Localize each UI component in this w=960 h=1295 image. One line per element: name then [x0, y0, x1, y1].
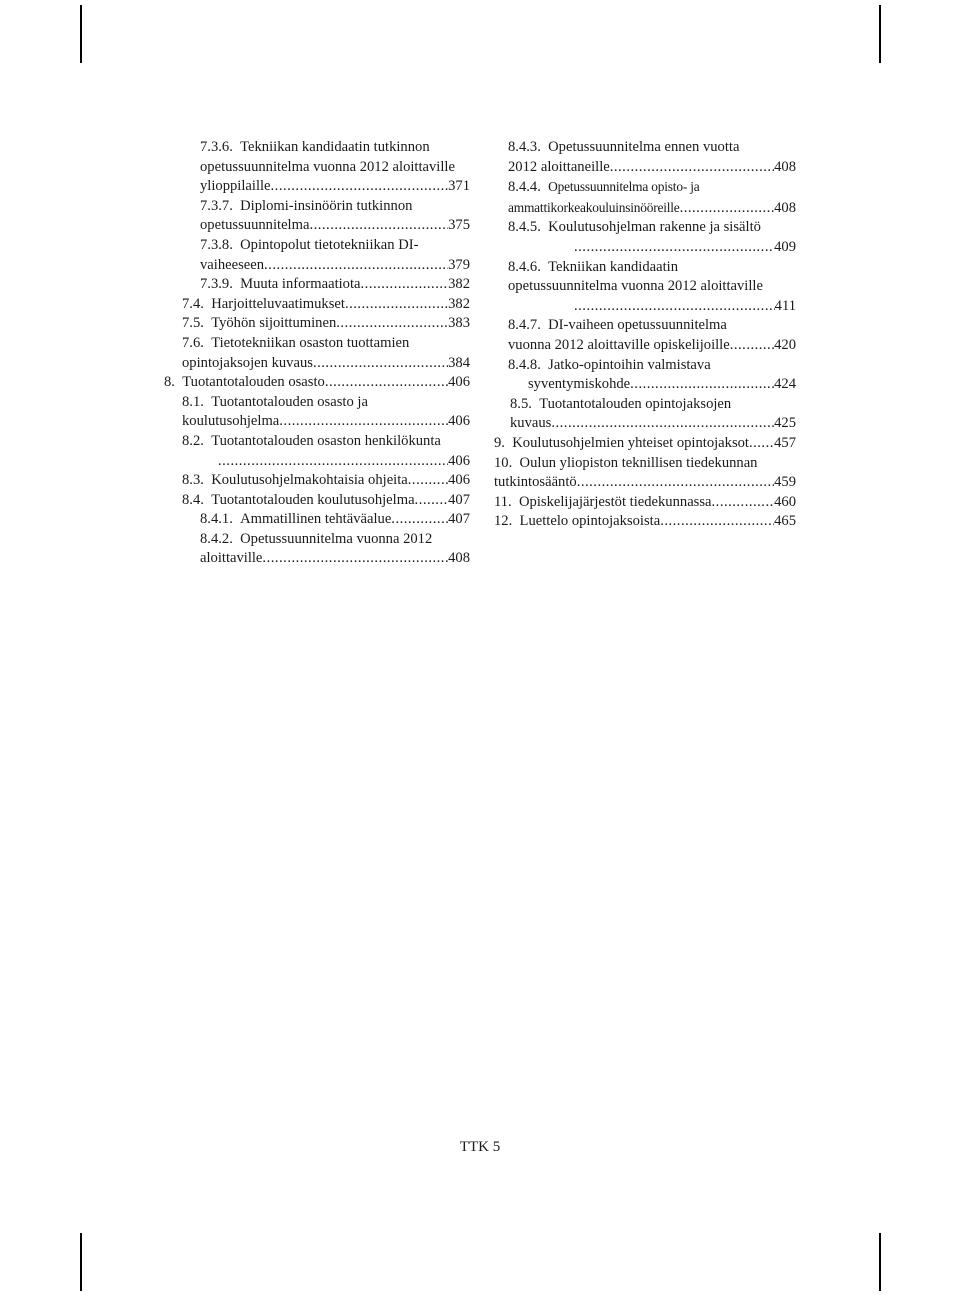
page-number: 406 — [448, 413, 470, 430]
page-number: 379 — [448, 256, 470, 273]
page-number: 425 — [774, 415, 796, 432]
toc-entry-8-5[interactable]: 8.5. Tuotantotalouden opintojaksojen kuvaus ..... 425 — [494, 395, 799, 434]
page-number: 408 — [774, 158, 796, 175]
page-number: 457 — [774, 434, 796, 451]
page-number: 411 — [774, 297, 796, 314]
page-number: 408 — [448, 550, 470, 567]
toc-entry-10[interactable]: 10. Oulun yliopiston teknillisen tiedekunnan tutkintosääntö ..... 459 — [494, 454, 799, 493]
toc-entry-8-1[interactable]: 8.1. Tuotantotalouden osasto ja koulutusohjelma ..... 406 — [160, 393, 470, 432]
toc-entry-11[interactable]: 11. Opiskelijajärjestöt tiedekunnassa ..... 460 — [494, 493, 796, 513]
toc-entry-12[interactable]: 12. Luettelo opintojaksoista ..... 465 — [494, 512, 796, 532]
page-number: 465 — [774, 513, 796, 530]
page-number: 406 — [448, 374, 470, 391]
page-number: 409 — [774, 238, 796, 255]
toc-entry-8-3[interactable]: 8.3. Koulutusohjelmakohtaisia ohjeita ..... 406 — [160, 471, 470, 491]
page-number: 406 — [448, 472, 470, 489]
crop-mark-top-right — [879, 5, 881, 63]
toc-entry-7-6[interactable]: 7.6. Tietotekniikan osaston tuottamien opintojaksojen kuvaus ..... 384 — [160, 334, 470, 373]
toc-entry-8-4-6[interactable]: 8.4.6. Tekniikan kandidaatin opetussuunnitelma vuonna 2012 aloittaville ..... 411 — [494, 258, 799, 317]
crop-mark-bottom-left — [80, 1233, 82, 1291]
toc-entry-7-3-7[interactable]: 7.3.7. Diplomi-insinöörin tutkinnon opetussuunnitelma ..... 375 — [160, 197, 470, 236]
page-number: 460 — [774, 493, 796, 510]
toc-entry-9[interactable]: 9. Koulutusohjelmien yhteiset opintojaksot ..... 457 — [494, 434, 796, 454]
toc-left-column — [160, 138, 470, 569]
page-number: 383 — [448, 315, 470, 332]
page-number: 382 — [448, 276, 470, 293]
toc-entry-8-2[interactable]: 8.2. Tuotantotalouden osaston henkilökunta ..... 406 — [160, 432, 470, 471]
page-number: 406 — [448, 452, 470, 469]
toc-entry-7-3-8[interactable]: 7.3.8. Opintopolut tietotekniikan DI- vaiheeseen ..... 379 — [160, 236, 470, 275]
crop-mark-top-left — [80, 5, 82, 63]
toc-entry-7-3-6[interactable]: 7.3.6. Tekniikan kandidaatin tutkinnon opetussuunnitelma vuonna 2012 aloittaville ylioppilaille ..... 371 — [160, 138, 470, 197]
page-number: 424 — [774, 376, 796, 393]
page-number: 371 — [448, 178, 470, 195]
crop-mark-bottom-right — [879, 1233, 881, 1291]
toc-entry-8-4-5[interactable]: 8.4.5. Koulutusohjelman rakenne ja sisältö ..... 409 — [494, 218, 799, 257]
page-number: 420 — [774, 336, 796, 353]
toc-entry-8-4[interactable]: 8.4. Tuotantotalouden koulutusohjelma ..... 407 — [160, 491, 470, 511]
toc-entry-8-4-8[interactable]: 8.4.8. Jatko-opintoihin valmistava syventymiskohde ..... 424 — [494, 356, 799, 395]
toc-entry-8-4-4[interactable]: 8.4.4. Opetussuunnitelma opisto- ja ammattikorkeakouluinsinööreille ..... 408 — [494, 177, 799, 218]
toc-entry-7-3-9[interactable]: 7.3.9. Muuta informaatiota ..... 382 — [160, 275, 470, 295]
toc-entry-8-4-2[interactable]: 8.4.2. Opetussuunnitelma vuonna 2012 aloittaville ..... 408 — [160, 530, 470, 569]
toc-entry-8-4-3[interactable]: 8.4.3. Opetussuunnitelma ennen vuotta 2012 aloittaneille ..... 408 — [494, 138, 799, 177]
toc-entry-8-4-7[interactable]: 8.4.7. DI-vaiheen opetussuunnitelma vuonna 2012 aloittaville opiskelijoille ..... 420 — [494, 316, 799, 355]
page-number: 459 — [774, 474, 796, 491]
page-number: 382 — [448, 295, 470, 312]
toc-entry-8-4-1[interactable]: 8.4.1. Ammatillinen tehtäväalue ..... 407 — [160, 510, 470, 530]
page-number: 407 — [448, 491, 470, 508]
page-number: 407 — [448, 511, 470, 528]
toc-entry-8[interactable]: 8. Tuotantotalouden osasto ..... 406 — [160, 373, 470, 393]
toc-right-column — [494, 138, 799, 532]
page-number: 384 — [448, 354, 470, 371]
toc-entry-7-5[interactable]: 7.5. Työhön sijoittuminen ..... 383 — [160, 314, 470, 334]
page-footer: TTK 5 — [459, 1139, 501, 1155]
page-number: 408 — [774, 199, 796, 216]
toc-entry-7-4[interactable]: 7.4. Harjoitteluvaatimukset ..... 382 — [160, 295, 470, 315]
page-number: 375 — [448, 217, 470, 234]
